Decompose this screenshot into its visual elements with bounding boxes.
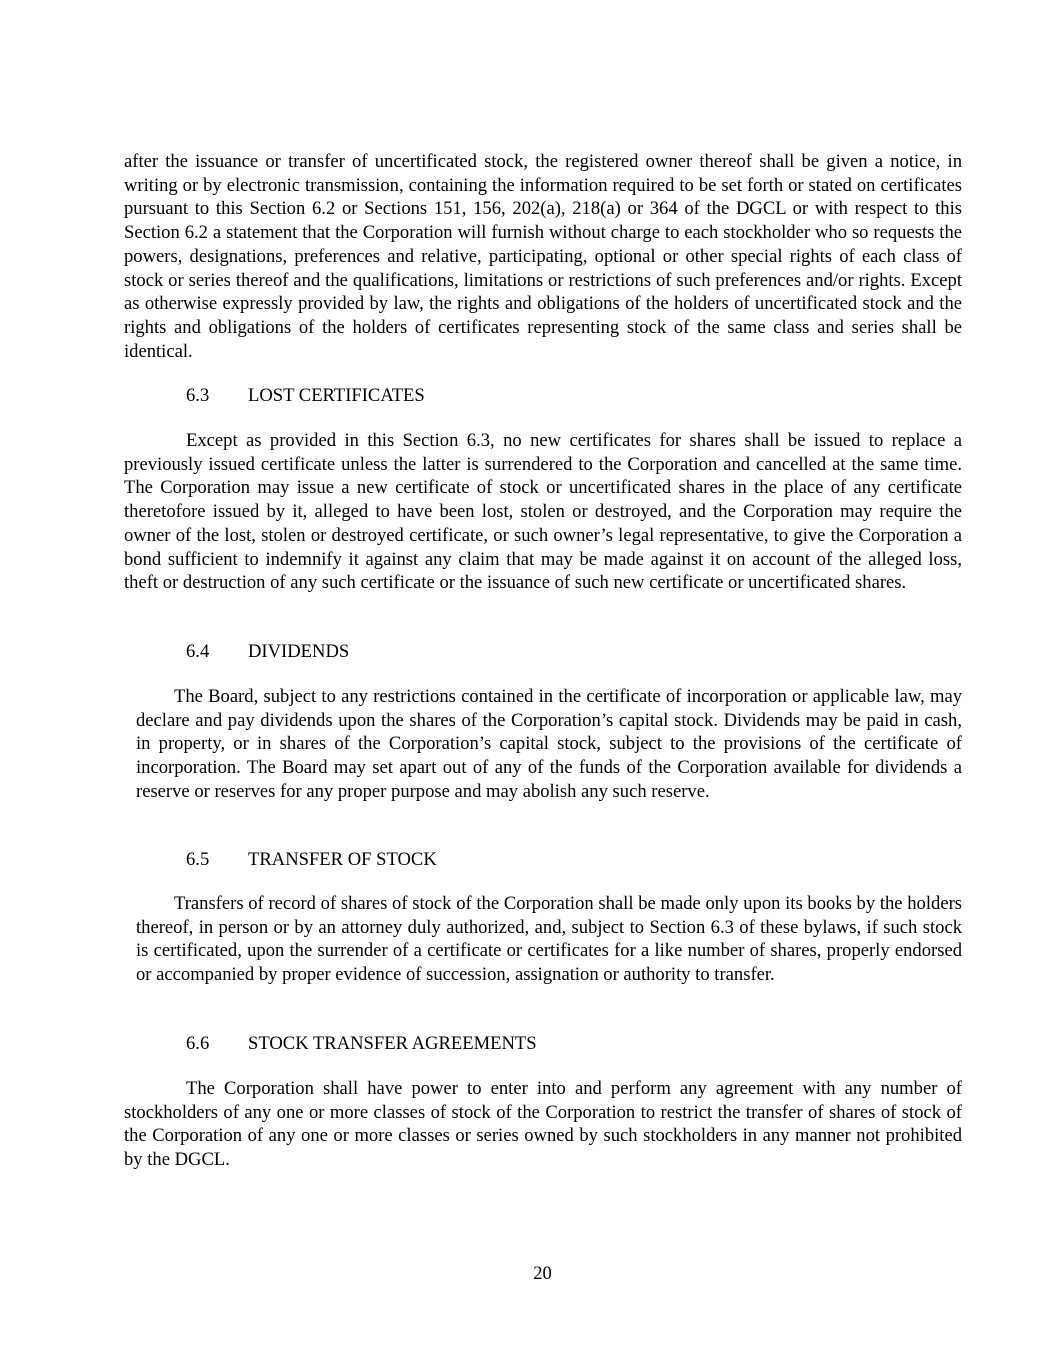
section-number: 6.4 (186, 641, 210, 662)
page-number: 20 (533, 1263, 552, 1284)
paragraph-dividends: The Board, subject to any restrictions contained in the certificate of incorporation or applicable law, may declare and pay dividends upon the shares of the Corporation’s capital stock. Dividends may be paid in cash, in property, or in shares of the Corporation’s capital stock, subject to the provisions of the certificate of incorporation. The Board may set apart out of any of the funds of the Corporation available for dividends a reserve or reserves for any proper purpose and may abolish any such reserve. (136, 686, 962, 802)
paragraph-stock-transfer-agreements: The Corporation shall have power to enter into and perform any agreement with any number of stockholders of any one or more classes of stock of the Corporation to restrict the transfer of shares of stock of the Corporation of any one or more classes or series owned by such stockholders in any manner not prohibited by the DGCL. (124, 1078, 962, 1171)
section-number: 6.5 (186, 849, 210, 870)
section-heading-6-6 (186, 1032, 537, 1056)
section-number: 6.3 (186, 385, 210, 406)
section-title: LOST CERTIFICATES (248, 385, 425, 406)
paragraph-uncertificated-stock-notice: after the issuance or transfer of uncertificated stock, the registered owner thereof shall be given a notice, in writing or by electronic transmission, containing the information required to be set forth or stated on certificates pursuant to this Section 6.2 or Sections 151, 156, 202(a), 218(a) or 364 of the DGCL or with respect to this Section 6.2 a statement that the Corporation will furnish without charge to each stockholder who so requests the powers, designations, preferences and relative, participating, optional or other special rights of each class of stock or series thereof and the qualifications, limitations or restrictions of such preferences and/or rights. Except as otherwise expressly provided by law, the rights and obligations of the holders of uncertificated stock and the rights and obligations of the holders of certificates representing stock of the same class and series shall be identical. (124, 151, 962, 362)
section-heading-6-4 (186, 640, 349, 664)
section-title: STOCK TRANSFER AGREEMENTS (248, 1033, 537, 1054)
section-title: DIVIDENDS (248, 641, 350, 662)
paragraph-lost-certificates: Except as provided in this Section 6.3, no new certificates for shares shall be issued to replace a previously issued certificate unless the latter is surrendered to the Corporation and cancelled at the same time. The Corporation may issue a new certificate of stock or uncertificated shares in the place of any certificate theretofore issued by it, alleged to have been lost, stolen or destroyed, and the Corporation may require the owner of the lost, stolen or destroyed certificate, or such owner’s legal representative, to give the Corporation a bond sufficient to indemnify it against any claim that may be made against it on account of the alleged loss, theft or destruction of any such certificate or the issuance of such new certificate or uncertificated shares. (124, 430, 962, 594)
paragraph-transfer-of-stock: Transfers of record of shares of stock of the Corporation shall be made only upon its books by the holders thereof, in person or by an attorney duly authorized, and, subject to Section 6.3 of these bylaws, if such stock is certificated, upon the surrender of a certificate or certificates for a like number of shares, properly endorsed or accompanied by proper evidence of succession, assignation or authority to transfer. (136, 893, 962, 986)
section-heading-6-3 (186, 384, 425, 408)
section-number: 6.6 (186, 1033, 210, 1054)
section-title: TRANSFER OF STOCK (248, 849, 437, 870)
section-heading-6-5 (186, 848, 437, 872)
